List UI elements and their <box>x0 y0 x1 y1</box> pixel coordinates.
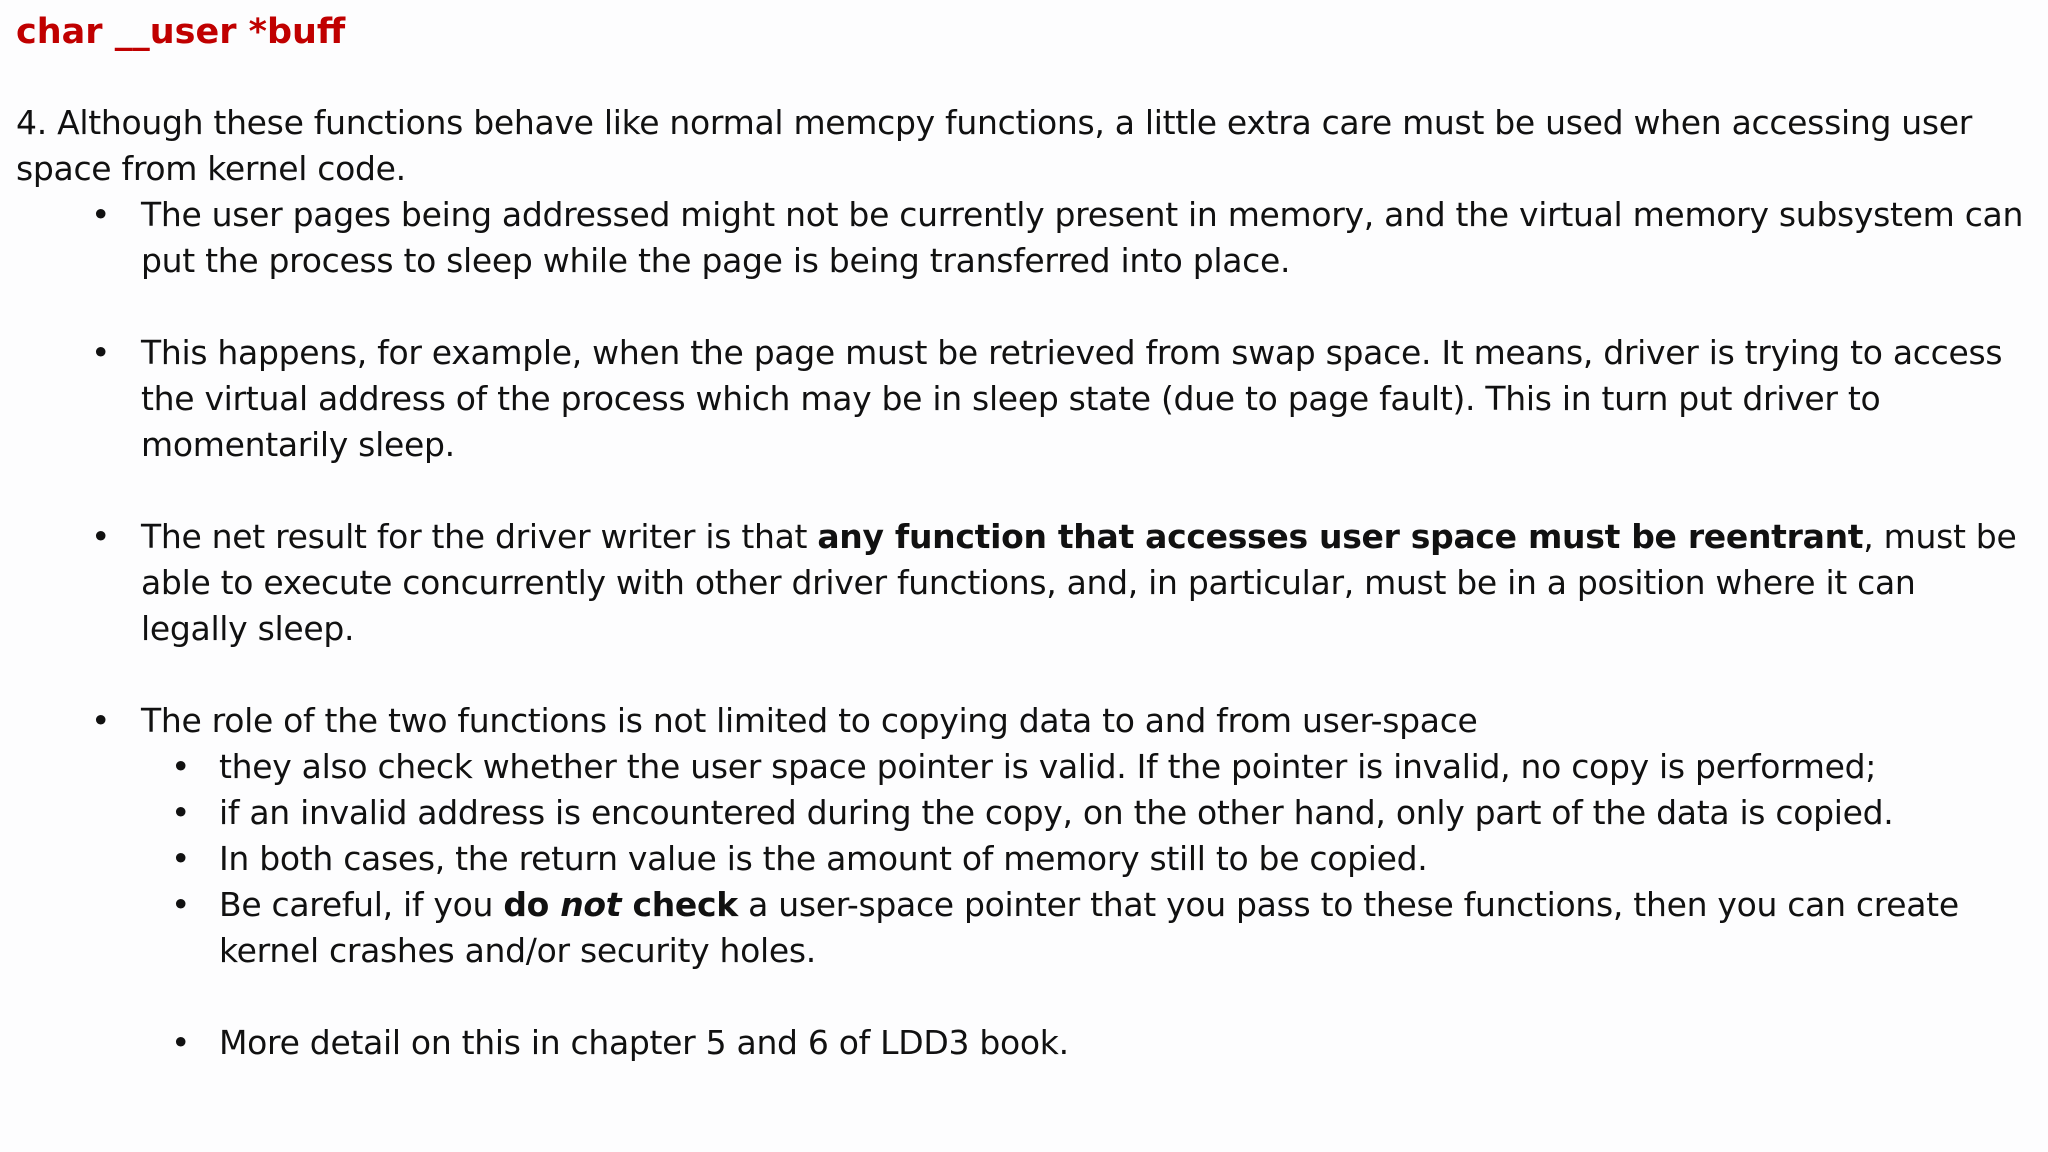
bullet-icon: • <box>91 517 111 556</box>
list-item <box>91 192 2026 284</box>
bullet-text-swap-space: This happens, for example, when the page must be retrieved from swap space. It means, driver is trying to access the virtual address of the process which may be in sleep state (due to page fault). This in turn put driver to momentarily sleep. <box>141 333 2003 464</box>
bullet-icon: • <box>171 1023 191 1062</box>
sub-bullet-text-be-careful <box>219 885 1959 970</box>
sub-list-item <box>171 1020 2026 1066</box>
text-run: The net result for the driver writer is that <box>141 517 818 556</box>
list-item <box>91 698 2026 1066</box>
list-item <box>91 514 2026 652</box>
list-item <box>91 330 2026 468</box>
text-run: , must be able to execute concurrently with other driver functions, and, in particular, must be in a position where it can legally sleep. <box>141 517 2017 648</box>
bullet-text-role: The role of the two functions is not limited to copying data to and from user-space <box>141 701 1478 740</box>
bullet-icon: • <box>91 701 111 740</box>
sub-list-item <box>171 836 2026 882</box>
bullet-icon: • <box>171 839 191 878</box>
emphasis-not: not <box>560 885 622 924</box>
bullet-icon: • <box>91 195 111 234</box>
bullet-icon: • <box>91 333 111 372</box>
text-run: do <box>503 885 561 924</box>
bullet-icon: • <box>171 747 191 786</box>
emphasis-reentrant: any function that accesses user space must be reentrant <box>817 517 1864 556</box>
slide-body <box>16 100 2026 1066</box>
sub-bullet-text-check-pointer: they also check whether the user space pointer is valid. If the pointer is invalid, no copy is performed; <box>219 747 1877 786</box>
sub-list-item <box>171 790 2026 836</box>
sub-bullet-text-more-detail: More detail on this in chapter 5 and 6 of LDD3 book. <box>219 1023 1069 1062</box>
sub-list-item <box>171 744 2026 790</box>
slide-heading: char __user *buff <box>16 12 346 52</box>
main-bullet-list <box>16 192 2026 1066</box>
emphasis-do-not-check <box>503 885 738 924</box>
bullet-icon: • <box>171 885 191 924</box>
intro-paragraph: 4. Although these functions behave like normal memcpy functions, a little extra care must be used when accessing user space from kernel code. <box>16 103 1973 188</box>
sub-bullet-text-invalid-address: if an invalid address is encountered during the copy, on the other hand, only part of the data is copied. <box>219 793 1894 832</box>
text-run: check <box>621 885 738 924</box>
bullet-icon: • <box>171 793 191 832</box>
sub-list-item <box>171 882 2026 974</box>
bullet-text-net-result <box>141 517 2016 648</box>
text-run: a user-space pointer that you pass to these functions, then you can create kernel crashes and/or security holes. <box>219 885 1959 970</box>
text-run: Be careful, if you <box>219 885 504 924</box>
bullet-text-user-pages: The user pages being addressed might not be currently present in memory, and the virtual memory subsystem can put the process to sleep while the page is being transferred into place. <box>141 195 2024 280</box>
sub-bullet-list <box>141 744 2026 1066</box>
sub-bullet-text-return-value: In both cases, the return value is the amount of memory still to be copied. <box>219 839 1428 878</box>
